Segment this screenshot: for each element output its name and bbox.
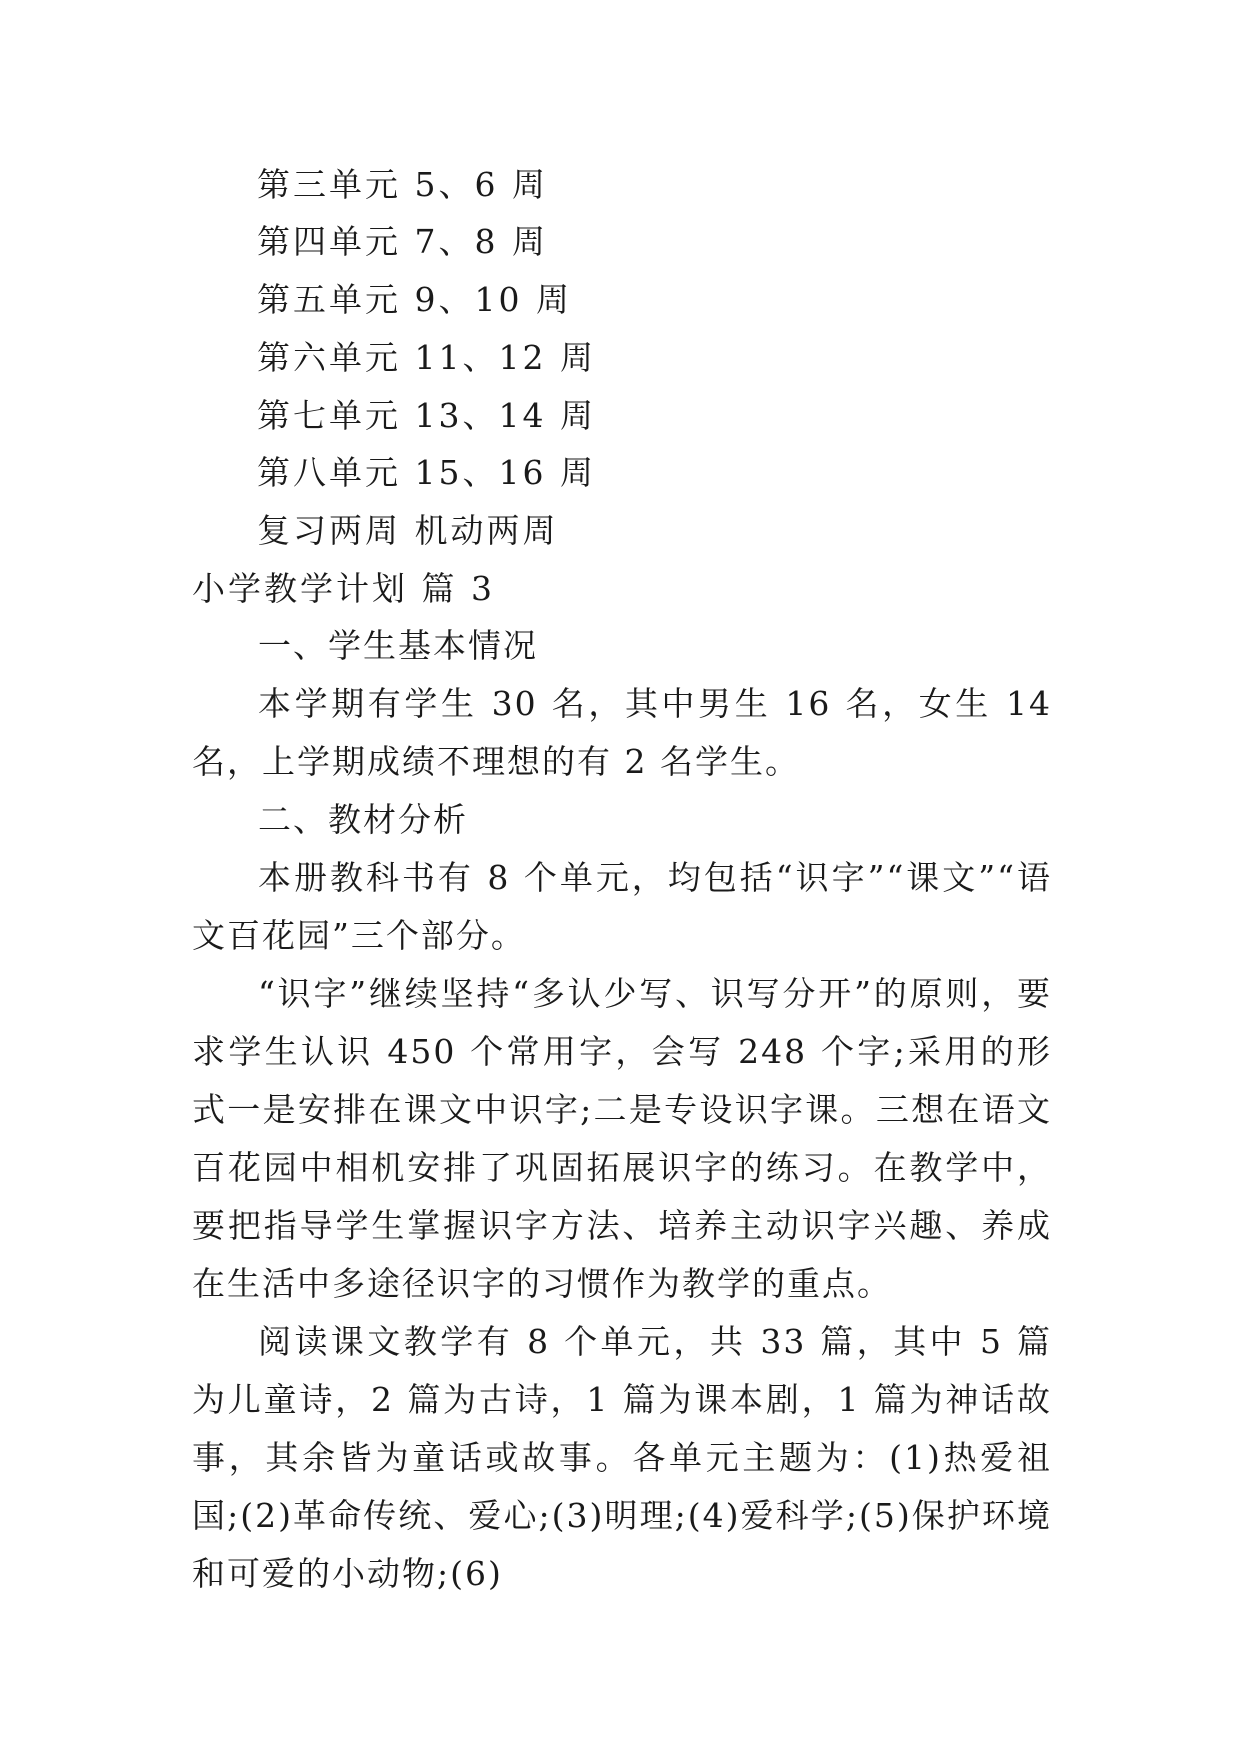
paragraph-literacy: “识字”继续坚持“多认少写、识写分开”的原则，要求学生认识 450 个常用字，会写 248 个字;采用的形式一是安排在课文中识字;二是专设识字课。三想在语文百花园中相机安排了巩固拓展识字的练习。在教学中，要把指导学生掌握识字方法、培养主动识字兴趣、养成在生活中多途径识字的习惯作为教学的重点。 <box>192 974 1052 1303</box>
heading-textbook-analysis: 二、教材分析 <box>258 800 468 839</box>
schedule-line-unit-3: 第三单元 5、6 周 <box>257 165 548 204</box>
schedule-line-unit-4: 第四单元 7、8 周 <box>257 222 548 261</box>
paragraph-student-count: 本学期有学生 30 名，其中男生 16 名，女生 14 名，上学期成绩不理想的有 2 名学生。 <box>192 684 1052 781</box>
paragraph-reading: 阅读课文教学有 8 个单元，共 33 篇，其中 5 篇为儿童诗，2 篇为古诗，1 篇为课本剧，1 篇为神话故事，其余皆为童话或故事。各单元主题为：(1)热爱祖国;(2)革命传统、爱心;(3)明理;(4)爱科学;(5)保护环境和可爱的小动物;(6) <box>192 1322 1052 1593</box>
document-body <box>192 617 1052 1603</box>
schedule-line-unit-5: 第五单元 9、10 周 <box>257 280 572 319</box>
schedule-line-unit-6: 第六单元 11、12 周 <box>257 338 596 377</box>
plan-section-title: 小学教学计划 篇 3 <box>192 569 495 608</box>
schedule-line-unit-8: 第八单元 15、16 周 <box>257 453 596 492</box>
schedule-line-unit-7: 第七单元 13、14 周 <box>257 396 596 435</box>
heading-student-situation: 一、学生基本情况 <box>258 626 538 665</box>
schedule-line-review: 复习两周 机动两周 <box>257 511 559 550</box>
paragraph-textbook-units: 本册教科书有 8 个单元，均包括“识字”“课文”“语文百花园”三个部分。 <box>192 858 1052 955</box>
